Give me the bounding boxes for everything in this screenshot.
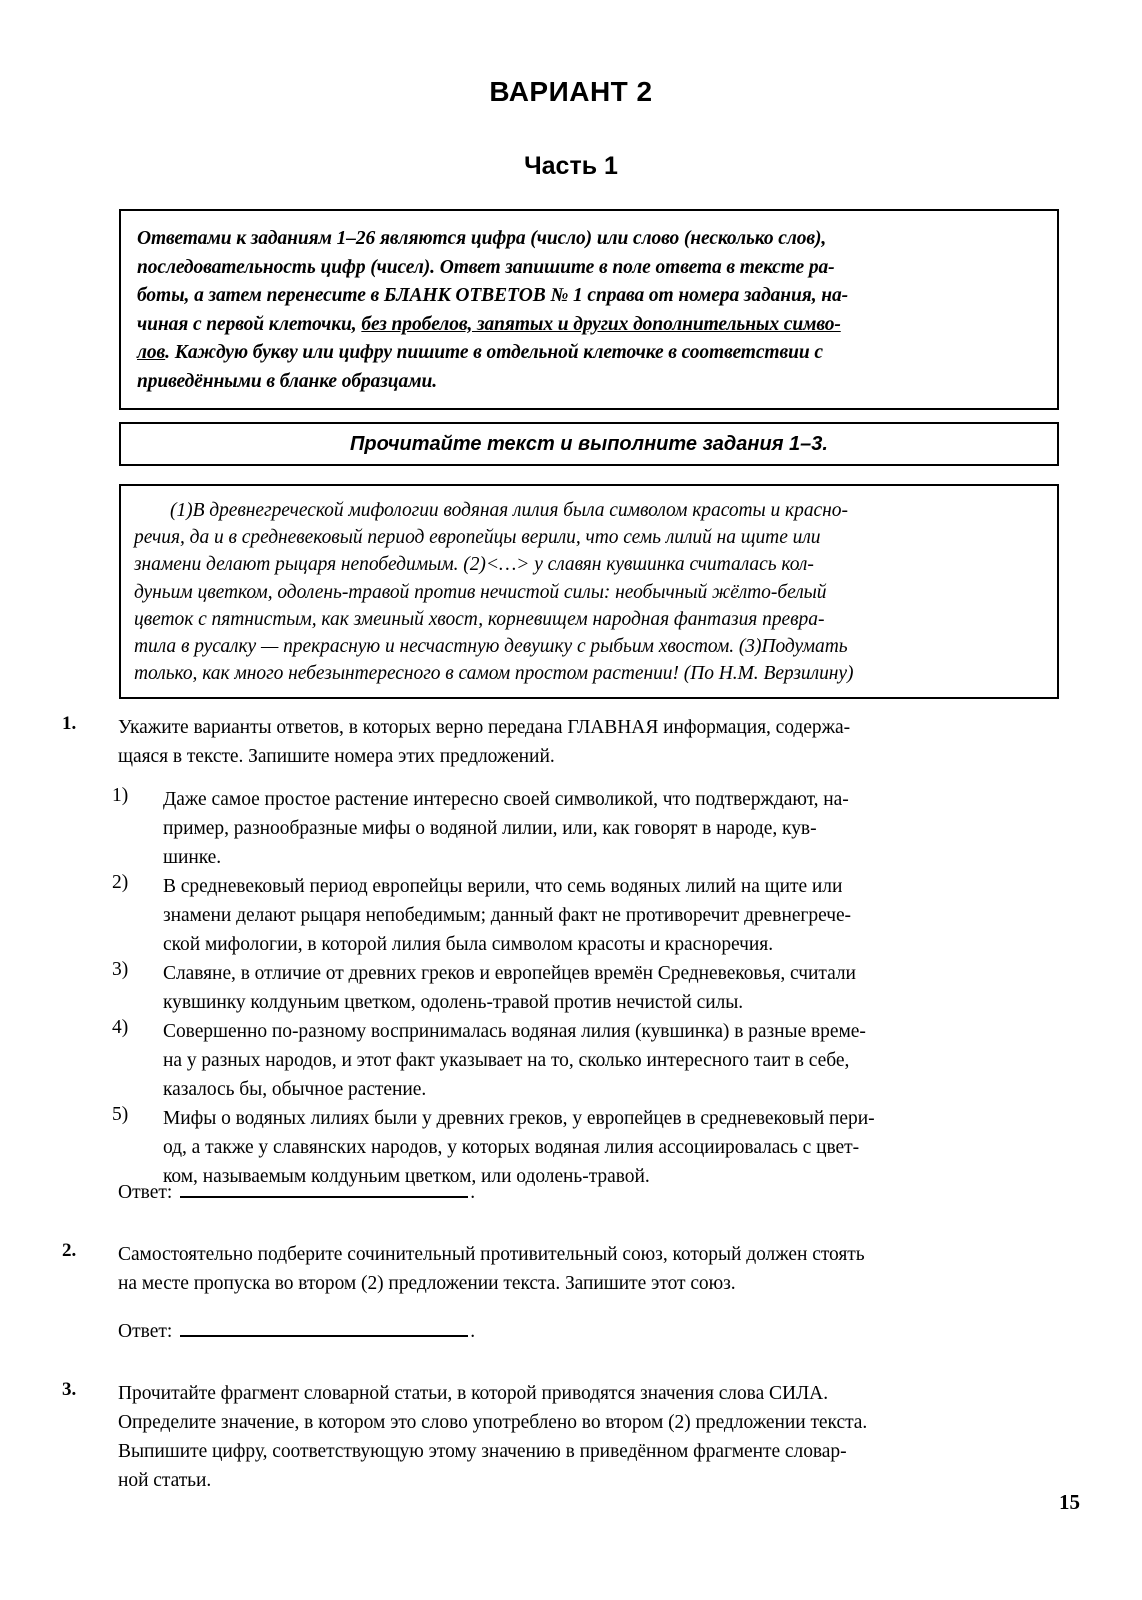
answer-input-1[interactable]: [180, 1180, 468, 1198]
option-marker-3[interactable]: 3): [112, 959, 129, 980]
question-line: Самостоятельно подберите сочинительный противительный союз, который должен стоять: [118, 1244, 865, 1265]
option-line: кувшинку колдуньим цветком, одолень-травой против нечистой силы.: [163, 992, 744, 1013]
option-line: казалось бы, обычное растение.: [163, 1079, 427, 1100]
part-title: Часть 1: [524, 152, 618, 180]
question-line: Укажите варианты ответов, в которых верно передана ГЛАВНАЯ информация, содержа-: [118, 717, 851, 738]
passage-line: знамени делают рыцаря непобедимым. (2)<…> у славян кувшинка считалась кол-: [134, 554, 814, 576]
passage-line: тила в русалку — прекрасную и несчастную девушку с рыбьим хвостом. (3)Подумать: [134, 636, 848, 658]
instruction-box: [119, 209, 1059, 410]
option-1[interactable]: [163, 785, 1063, 872]
option-5[interactable]: [163, 1104, 1063, 1191]
option-line: В средневековый период европейцы верили, что семь водяных лилий на щите или: [163, 876, 843, 897]
option-line: пример, разнообразные мифы о водяной лилии, или, как говорят в народе, кув-: [163, 818, 817, 839]
question-line: Прочитайте фрагмент словарной статьи, в которой приводятся значения слова СИЛА.: [118, 1383, 829, 1404]
option-marker-4[interactable]: 4): [112, 1017, 129, 1038]
read-text-banner: [119, 422, 1059, 466]
instruction-text: . Каждую букву или цифру пишите в отдельной клеточке в соответствии с: [165, 342, 823, 363]
option-line: Совершенно по-разному воспринималась водяная лилия (кувшинка) в разные време-: [163, 1021, 866, 1042]
instruction-line: Ответами к заданиям 1–26 являются цифра (число) или слово (несколько слов),: [137, 228, 827, 249]
question-2-text: [118, 1240, 1062, 1298]
option-line: ской мифологии, в которой лилия была символом красоты и красноречия.: [163, 934, 774, 955]
passage-box: [119, 484, 1059, 699]
answer-label: Ответ:: [118, 1321, 173, 1342]
option-marker-2[interactable]: 2): [112, 872, 129, 893]
option-line: знамени делают рыцаря непобедимым; данный факт не противоречит древнегрече-: [163, 905, 852, 926]
passage-line: дуньим цветком, одолень-травой против нечистой силы: необычный жёлто-белый: [134, 581, 827, 603]
question-1-text: [118, 713, 1062, 771]
instruction-line: [137, 311, 1041, 340]
option-4[interactable]: [163, 1017, 1063, 1104]
question-line: Определите значение, в котором это слово употреблено во втором (2) предложении текста.: [118, 1412, 868, 1433]
option-line: Мифы о водяных лилиях были у древних греков, у европейцев в средневековый пери-: [163, 1108, 875, 1129]
option-line: Даже самое простое растение интересно своей символикой, что подтверждают, на-: [163, 789, 849, 810]
instruction-underlined-text: лов: [137, 342, 166, 363]
question-line: щаяся в тексте. Запишите номера этих предложений.: [118, 746, 555, 767]
option-line: ком, называемым колдуньим цветком, или одолень-травой.: [163, 1166, 650, 1187]
instruction-text: чиная с первой клеточки,: [137, 313, 362, 335]
instruction-line: приведёнными в бланке образцами.: [137, 370, 437, 392]
answer-input-2[interactable]: [180, 1319, 468, 1337]
answer-line-1[interactable]: [118, 1180, 475, 1204]
passage-line: только, как много небезынтересного в самом простом растении! (По Н.М. Верзилину): [134, 663, 854, 685]
question-number-1: 1.: [62, 713, 77, 734]
answer-suffix: .: [470, 1182, 476, 1203]
option-3[interactable]: [163, 959, 1063, 1017]
read-text-banner-label: Прочитайте текст и выполните задания 1–3.: [350, 432, 828, 455]
passage-line: (1)В древнегреческой мифологии водяная лилия была символом красоты и красно-: [170, 500, 848, 521]
instruction-underlined-text: без пробелов, запятых и других дополнительных симво-: [361, 313, 841, 335]
option-line: Славяне, в отличие от древних греков и европейцев времён Средневековья, считали: [163, 963, 856, 984]
question-3-text: [118, 1379, 1062, 1495]
instruction-line: боты, а затем перенесите в БЛАНК ОТВЕТОВ № 1 справа от номера задания, на-: [137, 285, 849, 306]
question-number-3: 3.: [62, 1379, 77, 1400]
question-number-2: 2.: [62, 1240, 77, 1261]
passage-line: речия, да и в средневековый период европейцы верили, что семь лилий на щите или: [134, 527, 821, 549]
passage-line: цветок с пятнистым, как змеиный хвост, корневищем народная фантазия превра-: [134, 608, 825, 630]
instruction-line: [137, 339, 1041, 368]
question-line: ной статьи.: [118, 1470, 212, 1491]
option-marker-5[interactable]: 5): [112, 1104, 129, 1125]
option-marker-1[interactable]: 1): [112, 785, 129, 806]
instruction-line: последовательность цифр (чисел). Ответ запишите в поле ответа в тексте ра-: [137, 256, 835, 278]
answer-suffix: .: [470, 1321, 476, 1342]
question-line: на месте пропуска во втором (2) предложении текста. Запишите этот союз.: [118, 1273, 736, 1294]
option-2[interactable]: [163, 872, 1063, 959]
page-title: ВАРИАНТ 2: [489, 76, 653, 107]
option-line: од, а также у славянских народов, у которых водяная лилия ассоциировалась с цвет-: [163, 1137, 860, 1158]
page-number: 15: [1059, 1490, 1080, 1514]
answer-label: Ответ:: [118, 1182, 173, 1203]
option-line: шинке.: [163, 847, 222, 868]
answer-line-2[interactable]: [118, 1319, 475, 1343]
option-line: на у разных народов, и этот факт указывает на то, сколько интересного таит в себе,: [163, 1050, 850, 1071]
question-line: Выпишите цифру, соответствующую этому значению в приведённом фрагменте словар-: [118, 1441, 847, 1462]
